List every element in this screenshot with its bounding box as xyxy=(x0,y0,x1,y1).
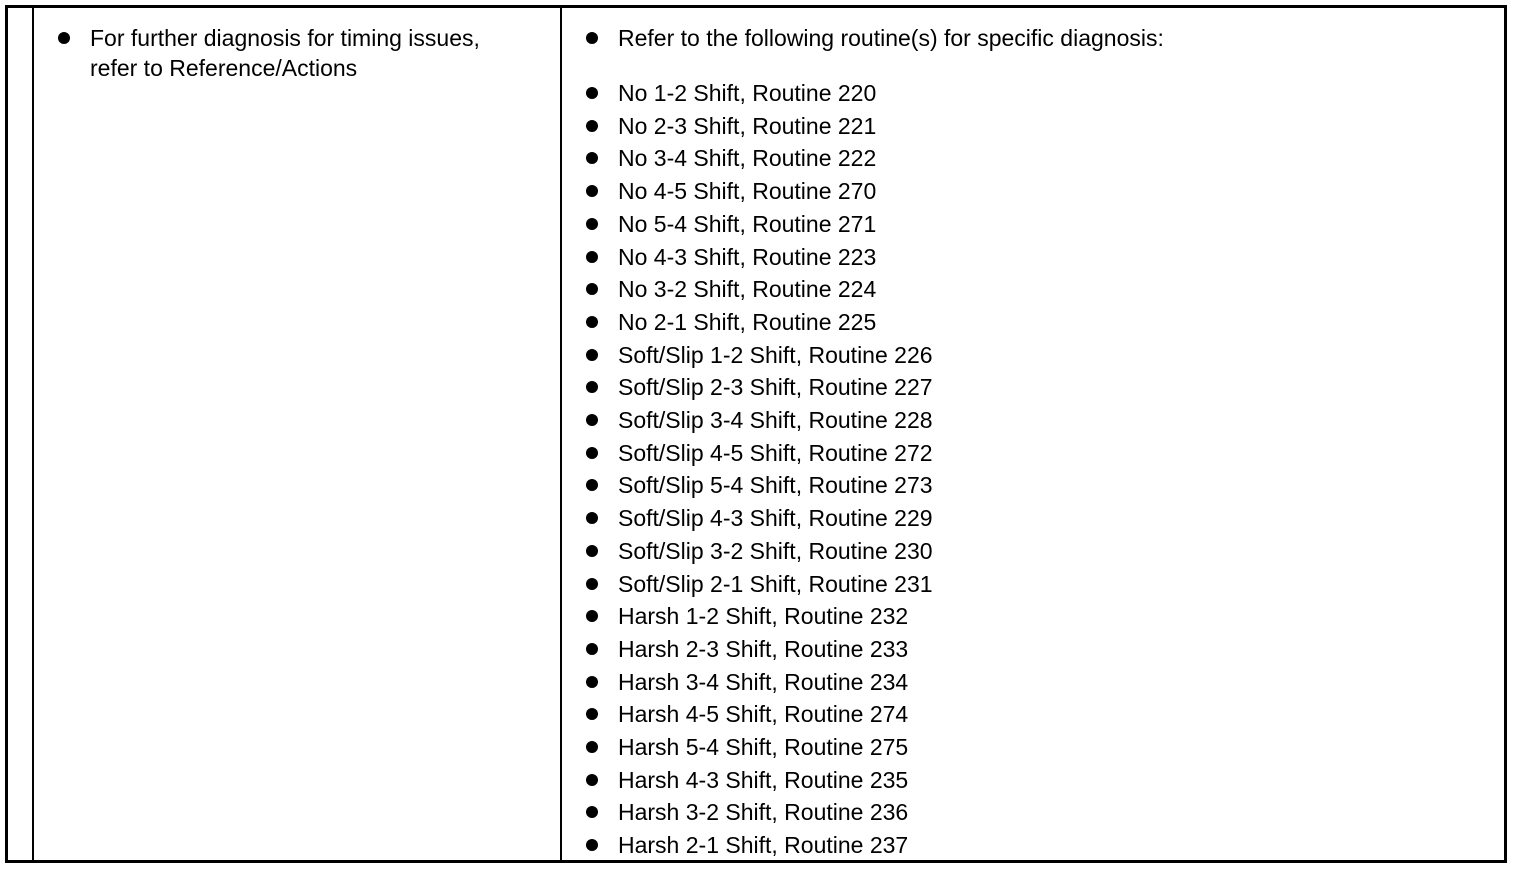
bullet-icon xyxy=(586,447,598,459)
bullet-icon xyxy=(586,610,598,622)
routine-text: Harsh 2-3 Shift, Routine 233 xyxy=(618,635,909,662)
action-text-line1: For further diagnosis for timing issues, xyxy=(90,25,480,51)
bullet-icon xyxy=(586,316,598,328)
bullet-icon xyxy=(586,839,598,851)
bullet-icon xyxy=(586,512,598,524)
routine-text: Harsh 4-5 Shift, Routine 274 xyxy=(618,701,909,728)
bullet-icon xyxy=(586,349,598,361)
routine-text: Soft/Slip 4-3 Shift, Routine 229 xyxy=(618,505,933,532)
bullet-icon xyxy=(586,218,598,230)
bullet-icon xyxy=(586,774,598,786)
bullet-icon xyxy=(586,185,598,197)
routine-text: No 4-3 Shift, Routine 223 xyxy=(618,243,877,270)
bullet-icon xyxy=(586,545,598,557)
bullet-icon xyxy=(586,708,598,720)
routine-text: Soft/Slip 2-1 Shift, Routine 231 xyxy=(618,570,933,597)
bullet-icon xyxy=(58,32,70,44)
column-divider-1 xyxy=(32,8,34,860)
column-divider-2 xyxy=(560,8,562,860)
routine-text: Soft/Slip 3-4 Shift, Routine 228 xyxy=(618,407,933,433)
bullet-icon xyxy=(586,152,598,164)
bullet-icon xyxy=(586,120,598,132)
routine-text: Soft/Slip 5-4 Shift, Routine 273 xyxy=(618,472,933,499)
bullet-icon xyxy=(586,643,598,655)
routine-text: Harsh 1-2 Shift, Routine 232 xyxy=(618,603,909,630)
routine-text: Soft/Slip 1-2 Shift, Routine 226 xyxy=(618,341,933,368)
bullet-icon xyxy=(586,414,598,426)
bullet-icon xyxy=(586,479,598,491)
routine-text: Harsh 3-4 Shift, Routine 234 xyxy=(618,668,909,695)
intro-text: Refer to the following routine(s) for specific diagnosis: xyxy=(618,25,1164,51)
routine-text: No 4-5 Shift, Routine 270 xyxy=(618,178,877,205)
bullet-icon xyxy=(586,381,598,393)
table-frame xyxy=(5,5,1507,863)
bullet-icon xyxy=(586,578,598,590)
routine-text: Soft/Slip 2-3 Shift, Routine 227 xyxy=(618,374,933,401)
bullet-icon xyxy=(586,283,598,295)
action-text-line2: refer to Reference/Actions xyxy=(90,55,358,81)
bullet-icon xyxy=(586,251,598,263)
routine-text: Harsh 3-2 Shift, Routine 236 xyxy=(618,799,909,826)
bullet-icon xyxy=(586,741,598,753)
routine-text: No 5-4 Shift, Routine 271 xyxy=(618,210,877,237)
routine-text: No 1-2 Shift, Routine 220 xyxy=(618,80,877,106)
routine-text: No 2-1 Shift, Routine 225 xyxy=(618,308,877,335)
routine-text: Harsh 5-4 Shift, Routine 275 xyxy=(618,734,909,760)
bullet-icon xyxy=(586,806,598,818)
routine-text: No 2-3 Shift, Routine 221 xyxy=(618,112,877,139)
routine-text: Soft/Slip 3-2 Shift, Routine 230 xyxy=(618,537,933,564)
routine-text: No 3-4 Shift, Routine 222 xyxy=(618,145,877,172)
routine-text: Harsh 4-3 Shift, Routine 235 xyxy=(618,766,909,793)
routine-text: Harsh 2-1 Shift, Routine 237 xyxy=(618,832,909,859)
bullet-icon xyxy=(586,32,598,44)
routine-text: Soft/Slip 4-5 Shift, Routine 272 xyxy=(618,439,933,466)
routine-text: No 3-2 Shift, Routine 224 xyxy=(618,276,877,303)
bullet-icon xyxy=(586,87,598,99)
bullet-icon xyxy=(586,676,598,688)
